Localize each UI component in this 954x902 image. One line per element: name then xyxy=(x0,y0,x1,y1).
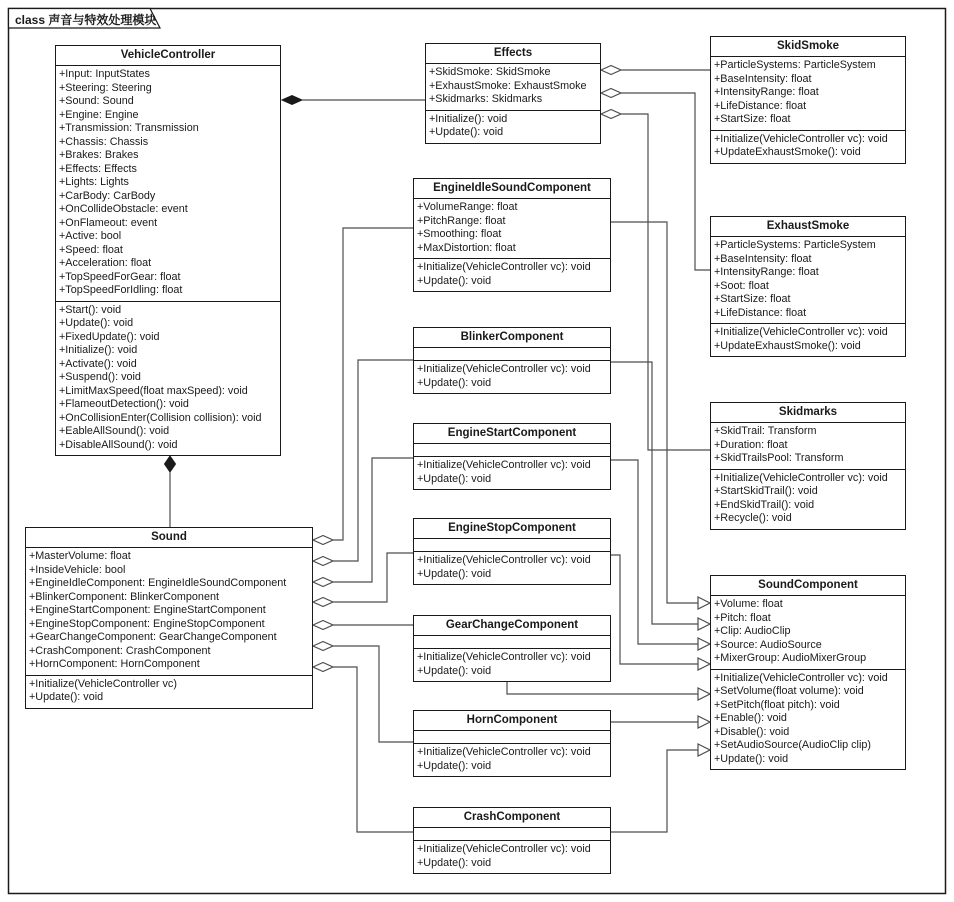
member-row: +Recycle(): void xyxy=(714,512,792,524)
member-row: +SetVolume(float volume): void xyxy=(714,685,864,697)
class-attributes xyxy=(26,548,312,676)
member-row: +BaseIntensity: float xyxy=(714,72,812,85)
member-row: +Initialize(VehicleController vc): void xyxy=(417,261,591,273)
member-row: +TopSpeedForGear: float xyxy=(59,270,181,283)
class-title: Skidmarks xyxy=(711,403,905,423)
member-row: +TopSpeedForIdling: float xyxy=(59,284,183,296)
class-attributes xyxy=(414,828,610,841)
class-box-soundcomponent[interactable] xyxy=(710,575,906,770)
connector-sound-enginestart[interactable] xyxy=(313,458,413,587)
class-box-skidsmoke[interactable] xyxy=(710,36,906,164)
class-box-vehiclecontroller[interactable] xyxy=(55,45,281,456)
connector-vehiclecontroller-effects[interactable] xyxy=(282,96,425,105)
member-row: +Update(): void xyxy=(417,759,492,772)
member-row: +UpdateExhaustSmoke(): void xyxy=(714,339,861,352)
member-row: +Smoothing: float xyxy=(417,228,502,240)
connector-enginestart-soundcomponent[interactable] xyxy=(611,460,710,650)
class-attributes xyxy=(414,199,610,259)
member-row: +Update(): void xyxy=(429,126,504,138)
class-attributes xyxy=(414,444,610,457)
connector-blinker-soundcomponent[interactable] xyxy=(611,362,710,630)
member-row: +Volume: float xyxy=(714,598,783,610)
member-row: +Initialize(VehicleController vc): void xyxy=(714,471,888,484)
member-row: +EngineIdleComponent: EngineIdleSoundComponent xyxy=(29,577,287,589)
member-row: +Start(): void xyxy=(59,303,122,316)
class-attributes xyxy=(711,596,905,670)
connector-effects-skidsmoke[interactable] xyxy=(601,66,710,75)
member-row: +Speed: float xyxy=(59,243,123,256)
class-title: ExhaustSmoke xyxy=(711,217,905,237)
member-row: +Initialize(VehicleController vc): void xyxy=(417,746,591,758)
class-title: Effects xyxy=(426,44,600,64)
member-row: +Steering: Steering xyxy=(59,81,152,94)
member-row: +Duration: float xyxy=(714,438,788,451)
member-row: +EableAllSound(): void xyxy=(59,425,170,437)
member-row: +IntensityRange: float xyxy=(714,86,819,98)
member-row: +StartSkidTrail(): void xyxy=(714,485,818,497)
member-row: +ParticleSystems: ParticleSystem xyxy=(714,59,876,71)
class-methods xyxy=(711,324,905,356)
member-row: +BlinkerComponent: BlinkerComponent xyxy=(29,590,219,603)
member-row: +Suspend(): void xyxy=(59,371,141,383)
connector-sound-gearchange[interactable] xyxy=(313,621,413,630)
class-box-enginestartcomponent[interactable] xyxy=(413,423,611,490)
member-row: +EngineStopComponent: EngineStopComponent xyxy=(29,617,265,630)
member-row: +Update(): void xyxy=(417,664,492,677)
member-row: +MasterVolume: float xyxy=(29,550,131,562)
member-row: +Update(): void xyxy=(29,691,104,703)
member-row: +InsideVehicle: bool xyxy=(29,563,126,576)
member-row: +Initialize(VehicleController vc): void xyxy=(714,671,888,684)
member-row: +Transmission: Transmission xyxy=(59,122,199,134)
member-row: +StartSize: float xyxy=(714,113,791,125)
connector-engineidle-soundcomponent[interactable] xyxy=(611,222,710,609)
class-methods xyxy=(711,470,905,529)
member-row: +IntensityRange: float xyxy=(714,266,819,278)
class-box-skidmarks[interactable] xyxy=(710,402,906,530)
connector-gearchange-soundcomponent[interactable] xyxy=(507,680,710,700)
member-row: +MaxDistortion: float xyxy=(417,241,516,254)
class-methods xyxy=(711,670,905,770)
connector-sound-engineidle[interactable] xyxy=(313,228,413,545)
member-row: +Active: bool xyxy=(59,230,122,242)
class-box-sound[interactable] xyxy=(25,527,313,709)
class-title: SkidSmoke xyxy=(711,37,905,57)
class-title: BlinkerComponent xyxy=(414,328,610,348)
member-row: +Update(): void xyxy=(417,274,492,287)
class-title: EngineStartComponent xyxy=(414,424,610,444)
class-methods xyxy=(56,302,280,456)
member-row: +Pitch: float xyxy=(714,611,771,624)
class-attributes xyxy=(414,731,610,744)
member-row: +Initialize(VehicleController vc): void xyxy=(417,459,591,471)
member-row: +Engine: Engine xyxy=(59,108,139,121)
member-row: +Initialize(VehicleController vc): void xyxy=(714,132,888,145)
member-row: +LimitMaxSpeed(float maxSpeed): void xyxy=(59,384,248,397)
member-row: +Disable(): void xyxy=(714,725,790,738)
class-methods xyxy=(414,744,610,776)
connector-sound-crash[interactable] xyxy=(313,663,413,833)
member-row: +Update(): void xyxy=(417,856,492,869)
connector-enginestop-soundcomponent[interactable] xyxy=(611,555,710,670)
class-title: VehicleController xyxy=(56,46,280,66)
member-row: +FlameoutDetection(): void xyxy=(59,398,189,410)
member-row: +Initialize(VehicleController vc) xyxy=(29,677,177,690)
member-row: +Activate(): void xyxy=(59,357,137,370)
class-methods xyxy=(414,552,610,584)
class-methods xyxy=(414,841,610,873)
member-row: +Brakes: Brakes xyxy=(59,149,139,161)
member-row: +EngineStartComponent: EngineStartComponent xyxy=(29,604,266,616)
class-box-crashcomponent[interactable] xyxy=(413,807,611,874)
member-row: +Lights: Lights xyxy=(59,176,129,188)
member-row: +ParticleSystems: ParticleSystem xyxy=(714,239,876,251)
class-methods xyxy=(414,361,610,393)
member-row: +Enable(): void xyxy=(714,712,787,724)
member-row: +Sound: Sound xyxy=(59,95,134,107)
class-methods xyxy=(414,259,610,291)
member-row: +SkidSmoke: SkidSmoke xyxy=(429,66,551,78)
class-title: EngineIdleSoundComponent xyxy=(414,179,610,199)
member-row: +CarBody: CarBody xyxy=(59,189,156,202)
connector-effects-skidmarks[interactable] xyxy=(601,110,710,451)
member-row: +OnCollisionEnter(Collision collision): void xyxy=(59,411,262,424)
member-row: +Soot: float xyxy=(714,279,769,292)
class-attributes xyxy=(414,636,610,649)
member-row: +Acceleration: float xyxy=(59,257,152,269)
class-box-enginestopcomponent[interactable] xyxy=(413,518,611,585)
member-row: +PitchRange: float xyxy=(417,214,506,227)
member-row: +VolumeRange: float xyxy=(417,201,518,213)
member-row: +SetAudioSource(AudioClip clip) xyxy=(714,739,871,751)
class-methods xyxy=(426,111,600,143)
member-row: +Update(): void xyxy=(59,317,134,329)
member-row: +LifeDistance: float xyxy=(714,306,807,319)
member-row: +LifeDistance: float xyxy=(714,99,807,112)
class-attributes xyxy=(414,348,610,361)
member-row: +OnFlameout: event xyxy=(59,216,158,229)
member-row: +Initialize(VehicleController vc): void xyxy=(417,363,591,375)
member-row: +Initialize(): void xyxy=(429,112,508,125)
class-title: EngineStopComponent xyxy=(414,519,610,539)
class-title: GearChangeComponent xyxy=(414,616,610,636)
class-methods xyxy=(414,457,610,489)
class-attributes xyxy=(56,66,280,302)
member-row: +Initialize(VehicleController vc): void xyxy=(417,843,591,855)
member-row: +SkidTrailsPool: Transform xyxy=(714,452,844,464)
class-attributes xyxy=(711,57,905,131)
class-box-exhaustsmoke[interactable] xyxy=(710,216,906,357)
member-row: +GearChangeComponent: GearChangeComponent xyxy=(29,631,277,643)
member-row: +Source: AudioSource xyxy=(714,638,822,651)
connector-horn-soundcomponent[interactable] xyxy=(611,716,710,728)
connector-vehiclecontroller-sound[interactable] xyxy=(165,456,176,527)
member-row: +Effects: Effects xyxy=(59,162,137,175)
class-box-engineidlesoundcomponent[interactable] xyxy=(413,178,611,292)
class-attributes xyxy=(426,64,600,111)
class-attributes xyxy=(711,423,905,470)
member-row: +HornComponent: HornComponent xyxy=(29,658,200,670)
member-row: +Initialize(): void xyxy=(59,344,138,356)
member-row: +ExhaustSmoke: ExhaustSmoke xyxy=(429,79,587,92)
member-row: +BaseIntensity: float xyxy=(714,252,812,265)
member-row: +Clip: AudioClip xyxy=(714,625,791,637)
member-row: +Update(): void xyxy=(417,567,492,580)
member-row: +Update(): void xyxy=(417,376,492,389)
connector-sound-horn[interactable] xyxy=(313,642,413,743)
member-row: +Skidmarks: Skidmarks xyxy=(429,93,543,105)
class-title: SoundComponent xyxy=(711,576,905,596)
class-box-blinkercomponent[interactable] xyxy=(413,327,611,394)
member-row: +Initialize(VehicleController vc): void xyxy=(417,651,591,663)
class-attributes xyxy=(711,237,905,324)
class-methods xyxy=(414,649,610,681)
class-box-effects[interactable] xyxy=(425,43,601,144)
member-row: +StartSize: float xyxy=(714,293,791,305)
class-title: Sound xyxy=(26,528,312,548)
member-row: +Update(): void xyxy=(714,752,789,765)
member-row: +MixerGroup: AudioMixerGroup xyxy=(714,652,867,664)
member-row: +DisableAllSound(): void xyxy=(59,438,178,451)
diagram-title: class 声音与特效处理模块 xyxy=(15,13,157,27)
class-title: HornComponent xyxy=(414,711,610,731)
connector-sound-blinker[interactable] xyxy=(313,360,413,566)
class-attributes xyxy=(414,539,610,552)
member-row: +SetPitch(float pitch): void xyxy=(714,698,840,711)
connector-crash-soundcomponent[interactable] xyxy=(611,744,710,832)
class-title: CrashComponent xyxy=(414,808,610,828)
member-row: +Input: InputStates xyxy=(59,68,150,80)
member-row: +Initialize(VehicleController vc): void xyxy=(714,326,888,338)
member-row: +EndSkidTrail(): void xyxy=(714,498,815,511)
member-row: +Chassis: Chassis xyxy=(59,135,149,148)
class-box-horncomponent[interactable] xyxy=(413,710,611,777)
class-methods xyxy=(711,131,905,163)
member-row: +OnCollideObstacle: event xyxy=(59,203,188,215)
member-row: +SkidTrail: Transform xyxy=(714,425,817,437)
member-row: +Update(): void xyxy=(417,472,492,485)
class-methods xyxy=(26,676,312,708)
member-row: +UpdateExhaustSmoke(): void xyxy=(714,146,861,158)
member-row: +Initialize(VehicleController vc): void xyxy=(417,554,591,566)
member-row: +CrashComponent: CrashComponent xyxy=(29,644,211,657)
class-box-gearchangecomponent[interactable] xyxy=(413,615,611,682)
member-row: +FixedUpdate(): void xyxy=(59,330,160,343)
